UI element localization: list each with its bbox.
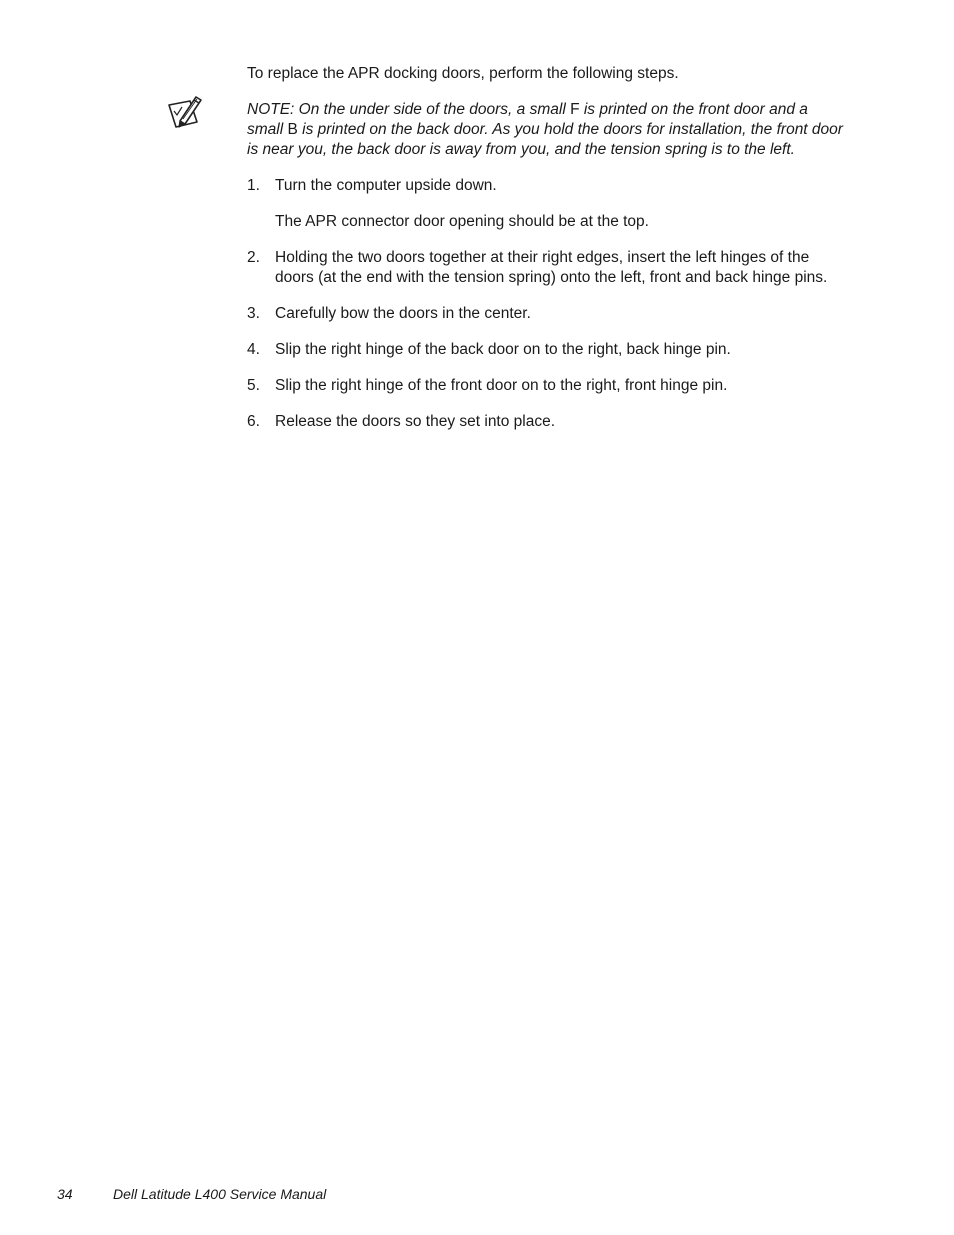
note-pencil-icon xyxy=(166,93,206,133)
step-text: Turn the computer upside down. xyxy=(275,177,497,194)
step-item xyxy=(247,248,847,288)
front-door-letter: F xyxy=(570,101,580,118)
manual-title: Dell Latitude L400 Service Manual xyxy=(113,1186,327,1202)
step-item xyxy=(247,412,847,432)
step-number: 6. xyxy=(247,413,260,430)
step-text: Slip the right hinge of the back door on to the right, back hinge pin. xyxy=(275,341,731,358)
steps-list xyxy=(247,176,847,432)
note-text-part: NOTE: On the under side of the doors, a small xyxy=(247,101,571,118)
page-number: 34 xyxy=(57,1186,73,1202)
step-item xyxy=(247,304,847,324)
step-number: 2. xyxy=(247,249,260,266)
intro-paragraph: To replace the APR docking doors, perform the following steps. xyxy=(247,65,679,82)
step-number: 3. xyxy=(247,305,260,322)
step-item xyxy=(247,340,847,360)
step-number: 1. xyxy=(247,177,260,194)
step-number: 4. xyxy=(247,341,260,358)
step-text: Carefully bow the doors in the center. xyxy=(275,305,531,322)
page-footer xyxy=(57,1184,326,1204)
step-text: Holding the two doors together at their right edges, insert the left hinges of the doors (at the end with the tension spring) onto the left, front and back hinge pins. xyxy=(275,249,828,286)
page-content xyxy=(247,64,847,448)
step-item xyxy=(247,176,847,232)
note-block xyxy=(247,100,847,160)
step-text: Slip the right hinge of the front door on to the right, front hinge pin. xyxy=(275,377,728,394)
note-text xyxy=(247,100,847,160)
note-text-part: is printed on the back door. As you hold the doors for installation, the front door is near you, the back door is away from you, and the tension spring is to the left. xyxy=(247,121,843,158)
step-number: 5. xyxy=(247,377,260,394)
step-subtext: The APR connector door opening should be at the top. xyxy=(275,213,649,230)
step-text: Release the doors so they set into place. xyxy=(275,413,556,430)
note-text-part: is printed on the front door and a small xyxy=(247,101,808,138)
back-door-letter: B xyxy=(287,121,298,138)
step-item xyxy=(247,376,847,396)
